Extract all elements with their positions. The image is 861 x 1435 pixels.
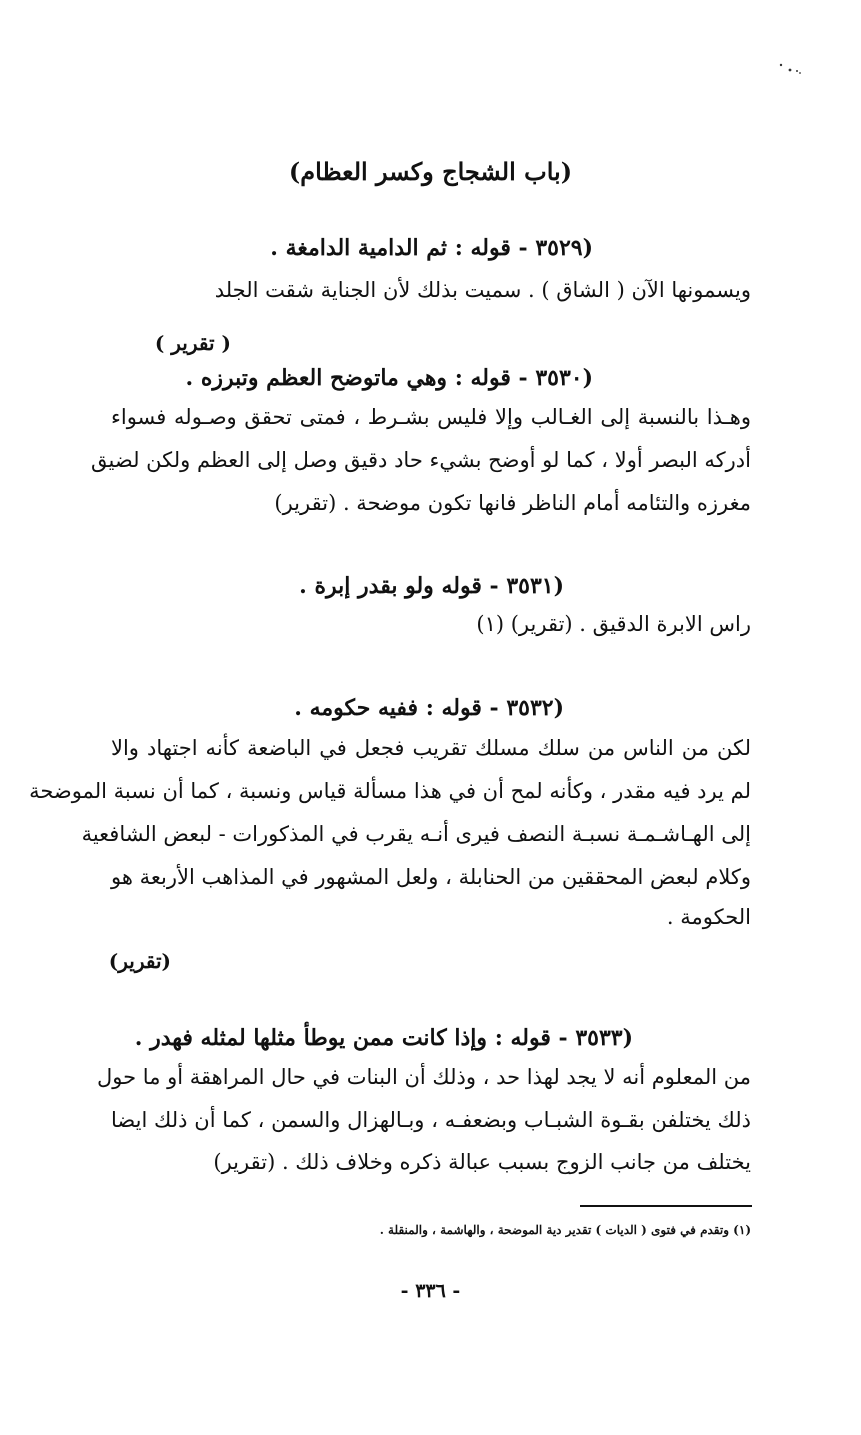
body-line-citation: (تقرير): [108, 949, 171, 973]
body-line: أدركه البصر أولا ، كما لو أوضح بشيء حاد دقيق وصل إلى العظم ولكن لضيق: [91, 448, 751, 472]
body-line: وهـذا بالنسبة إلى الغـالب وإلا فليس بشـرط ، فمتى تحقق وصـوله فسواء: [111, 405, 751, 429]
body-line-citation: ( تقرير ): [154, 331, 231, 355]
body-line: ذلك يختلفن بقـوة الشبـاب وبضعفـه ، وبـالهزال والسمن ، كما أن ذلك ايضا: [111, 1108, 751, 1132]
body-line: لم يرد فيه مقدر ، وكأنه لمح أن في هذا مسألة قياس ونسبة ، كما أن نسبة الموضحة: [29, 779, 751, 803]
body-line: يختلف من جانب الزوج بسبب عبالة ذكره وخلاف ذلك . (تقرير): [213, 1150, 751, 1174]
body-line: لكن من الناس من سلك مسلك تقريب فجعل في الباضعة كأنه اجتهاد والا: [111, 736, 751, 760]
body-line: الحكومة .: [666, 905, 751, 929]
footnote-divider: [580, 1205, 752, 1207]
section-heading-3532: (٣٥٣٢ - قوله : ففيه حكومه .: [294, 695, 564, 721]
scan-speck-mark: [778, 62, 804, 76]
page-title: (باب الشجاج وكسر العظام): [288, 157, 573, 186]
page-number: - ٣٣٦ -: [400, 1280, 461, 1302]
body-line: وكلام لبعض المحققين من الحنابلة ، ولعل المشهور في المذاهب الأربعة هو: [111, 865, 751, 889]
body-line: مغرزه والتئامه أمام الناظر فانها تكون موضحة . (تقرير): [274, 491, 751, 515]
body-line: إلى الهـاشـمـة نسبـة النصف فيرى أنـه يقرب في المذكورات - لبعض الشافعية: [81, 822, 751, 846]
footnote-text: (١) وتقدم في فتوى ( الديات ) تقدير دية الموضحة ، والهاشمة ، والمنقلة .: [379, 1223, 751, 1237]
section-heading-3530: (٣٥٣٠ - قوله : وهي ماتوضح العظم وتبرزه .: [185, 365, 593, 391]
section-heading-3529: (٣٥٢٩ - قوله : ثم الدامية الدامغة .: [270, 235, 593, 261]
section-heading-3533: (٣٥٣٣ - قوله : وإذا كانت ممن يوطأ مثلها لمثله فهدر .: [134, 1025, 633, 1051]
body-line: ويسمونها الآن ( الشاق ) . سميت بذلك لأن الجناية شقت الجلد: [214, 278, 751, 302]
section-heading-3531: (٣٥٣١ - قوله ولو بقدر إبرة .: [299, 573, 564, 599]
body-line: راس الابرة الدقيق . (تقرير) (١): [476, 612, 751, 636]
body-line: من المعلوم أنه لا يجد لهذا حد ، وذلك أن البنات في حال المراهقة أو ما حول: [97, 1065, 751, 1089]
